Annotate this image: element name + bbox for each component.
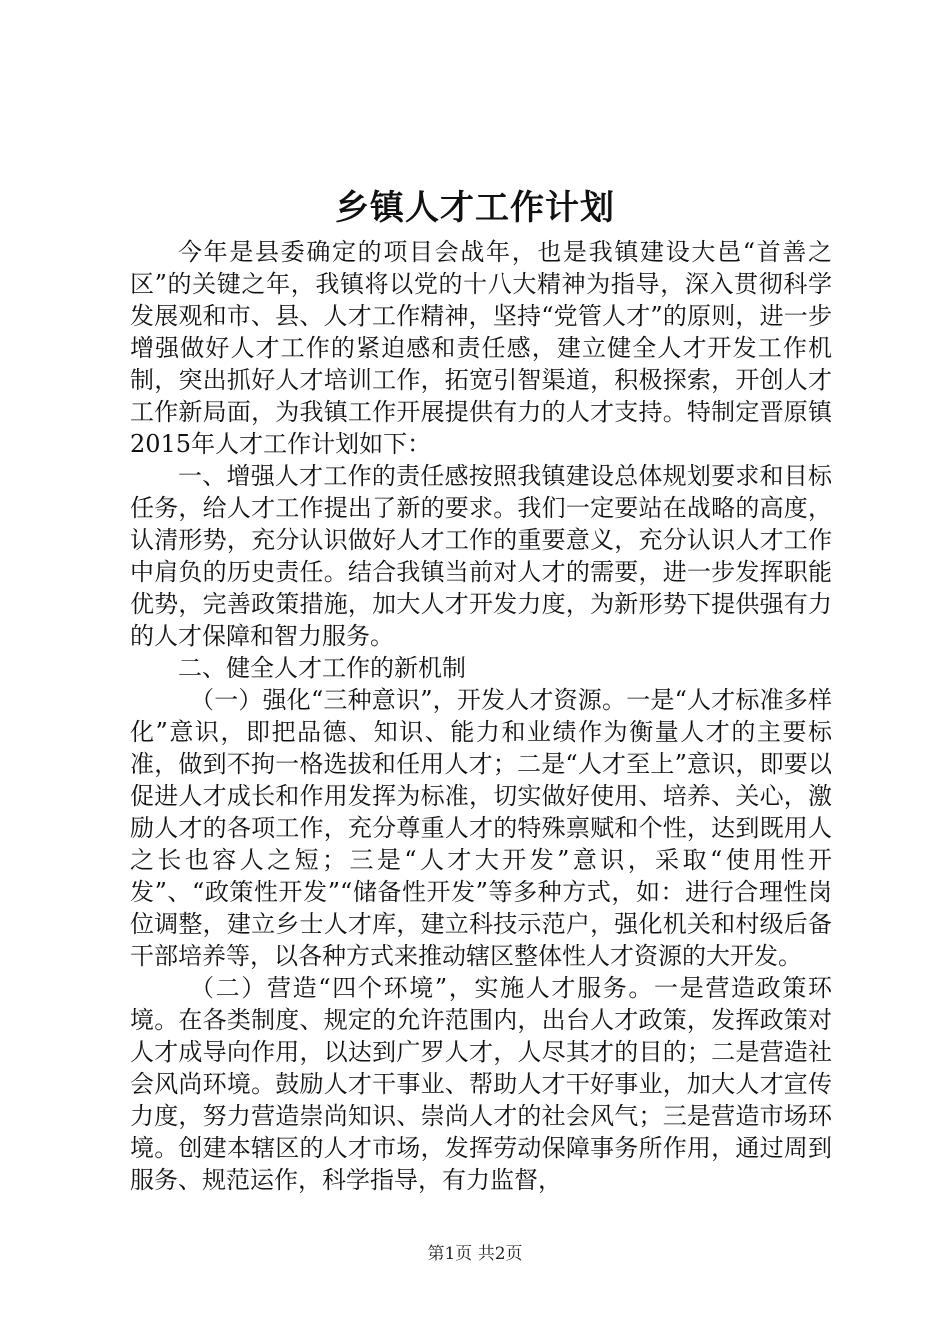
- paragraph-intro: 今年是县委确定的项目会战年，也是我镇建设大邑“首善之区”的关键之年，我镇将以党的十八大精神为指导，深入贯彻科学发展观和市、县、人才工作精神，坚持“党管人才”的原则，进一步增强做好人才工作的紧迫感和责任感，建立健全人才开发工作机制，突出抓好人才培训工作，拓宽引智渠道，积极探索，开创人才工作新局面，为我镇工作开展提供有力的人才支持。特制定晋原镇2015年人才工作计划如下：: [130, 238, 832, 458]
- paragraph-subsection-1: （一）强化“三种意识”，开发人才资源。一是“人才标准多样化”意识，即把品德、知识、能力和业绩作为衡量人才的主要标准，做到不拘一格选拔和任用人才；二是“人才至上”意识，即要以促进人才成长和作用发挥为标准，切实做好使用、培养、关心，激励人才的各项工作，充分尊重人才的特殊禀赋和个性，达到既用人之长也容人之短；三是“人才大开发”意识，采取“使用性开发”、“政策性开发”“储备性开发”等多种方式，如：进行合理性岗位调整，建立乡士人才库，建立科技示范户，强化机关和村级后备干部培养等，以各种方式来推动辖区整体性人才资源的大开发。: [130, 686, 832, 970]
- paragraph-subsection-2: （二）营造“四个环境”，实施人才服务。一是营造政策环境。在各类制度、规定的允许范围内，出台人才政策，发挥政策对人才成导向作用，以达到广罗人才，人尽其才的目的；二是营造社会风尚环境。鼓励人才干事业、帮助人才干好事业，加大人才宣传力度，努力营造崇尚知识、崇尚人才的社会风气；三是营造市场环境。创建本辖区的人才市场，发挥劳动保障事务所作用，通过周到服务、规范运作，科学指导，有力监督，: [130, 974, 832, 1194]
- paragraph-section-2-heading: 二、健全人才工作的新机制: [178, 654, 466, 682]
- page-number-footer: 第1页 共2页: [427, 1244, 523, 1264]
- paragraph-section-1: 一、增强人才工作的责任感按照我镇建设总体规划要求和目标任务，给人才工作提出了新的要求。我们一定要站在战略的高度，认清形势，充分认识做好人才工作的重要意义，充分认识人才工作中肩负的历史责任。结合我镇当前对人才的需要，进一步发挥职能优势，完善政策措施，加大人才开发力度，为新形势下提供强有力的人才保障和智力服务。: [130, 462, 832, 650]
- document-title: 乡镇人才工作计划: [335, 188, 615, 228]
- document-body: [130, 236, 832, 1196]
